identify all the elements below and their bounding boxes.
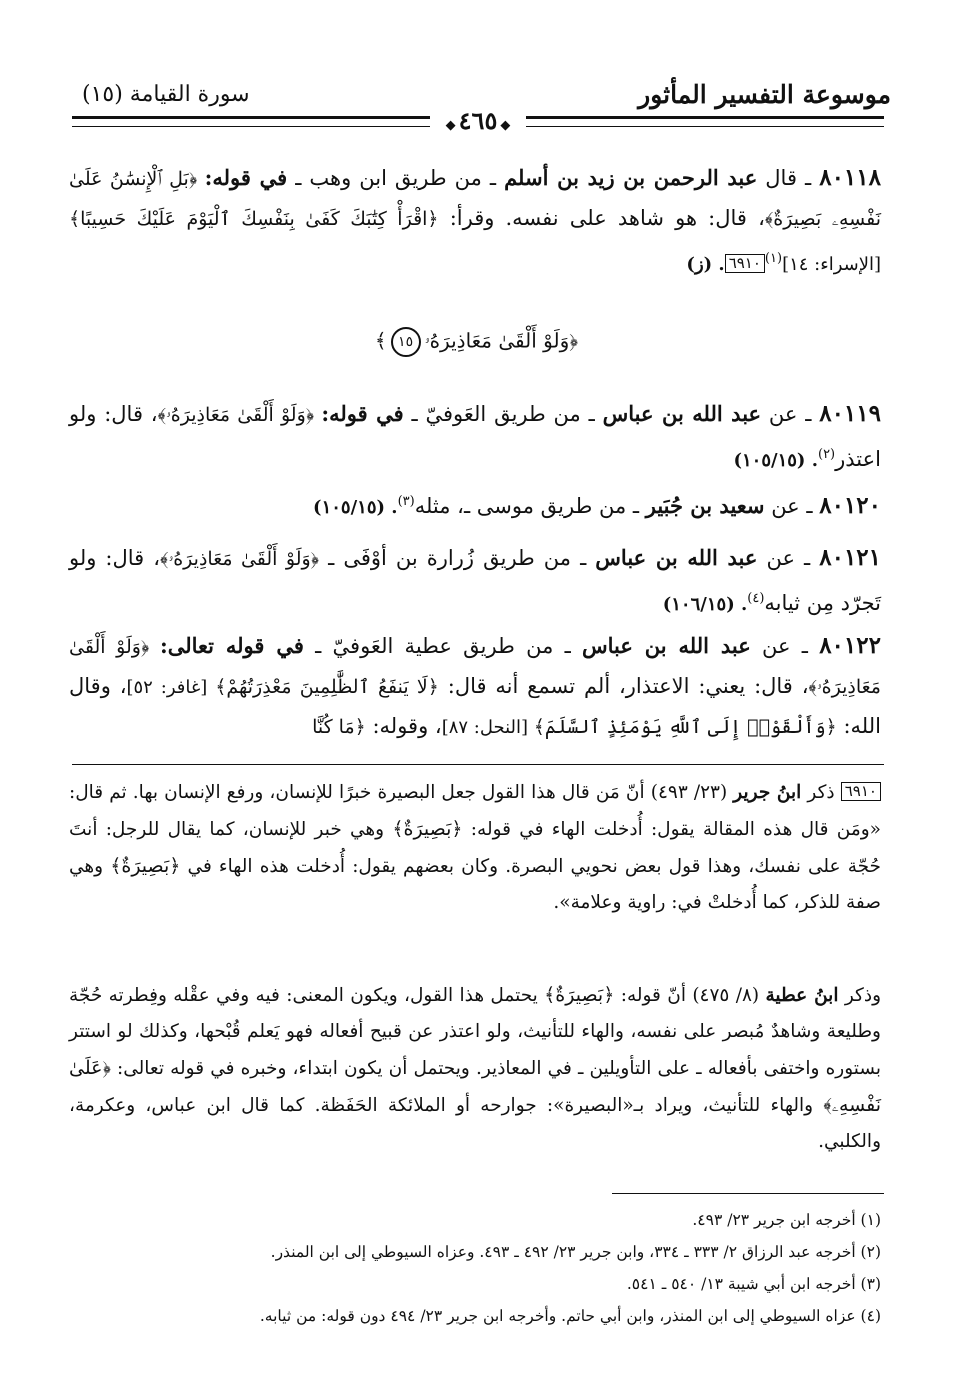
text: ـ من طريق ابن وهب ـ	[287, 166, 505, 190]
ornament-icon: ◆	[445, 118, 456, 133]
verse-reference: [غافر: ٥٢]	[126, 677, 216, 698]
narration-number: ٨٠١١٩	[819, 400, 881, 427]
text: ، قال: هو شاهد على نفسه. وقرأ:	[438, 206, 765, 230]
text: وهي صفة للذكر، كما أُدخلتْ في: راوية وعلامة».	[69, 856, 881, 913]
text: وذكر	[838, 985, 882, 1006]
text: ذكر	[801, 782, 841, 803]
narration-number: ٨٠١٢٢	[819, 632, 881, 659]
paragraph-80120	[69, 482, 881, 527]
text: ـ من طريق موسى ـ، مثله	[414, 494, 646, 518]
ayah-number-icon: ١٥	[391, 327, 421, 357]
page-number-box	[430, 106, 526, 136]
quran-verse: ﴿اقْرَأْ كِتَٰبَكَ كَفَىٰ بِنَفْسِكَ ٱلْيَوْمَ عَلَيْكَ حَسِيبًا﴾	[69, 208, 439, 230]
narrator-name: عبد الرحمن بن زيد بن أسلم	[504, 165, 758, 190]
footnote-3: (٣) أخرجه ابن أبي شيبة ١٣/ ٥٤٠ ـ ٥٤١.	[626, 1275, 881, 1293]
ayah-text: ﴿وَلَوْ أَلْقَىٰ مَعَاذِيرَهُۥ	[424, 328, 579, 353]
paragraph-80119	[69, 394, 881, 480]
quran-verse: ﴿بَصِيرَةٌ﴾	[544, 984, 615, 1006]
note-reference-box: ٦٩١٠	[725, 254, 765, 273]
text: والهاء للتأنيث، ويراد بـ«البصيرة»: جوارحه أو الملائكة الحَفَظة. كما قال ابن عباس، وعكرمة، والكلبي.	[69, 1095, 881, 1152]
ornament-icon: ◆	[500, 118, 511, 133]
quran-verse: ﴿وَلَوْ أَلْقَىٰ مَعَاذِيرَهُۥ﴾	[157, 404, 322, 426]
ayah-close: ﴾	[374, 328, 387, 353]
text: (٢٣/ ٤٩٣) أنّ مَن قال هذا القول جعل البصيرة خبرًا للإنسان، ورفع الإنسان بها. ثم قال: «ومَن قال هذه المقالة يقول: أُدخلت الهاء في قوله:	[69, 782, 881, 840]
text: ـ عن	[761, 402, 820, 426]
ayah-heading	[0, 327, 953, 357]
note-6910	[69, 775, 881, 921]
verse-reference: [النحل: ٨٧]	[441, 717, 534, 738]
surah-title: سورة القيامة (١٥)	[82, 82, 250, 107]
text: ـ من طريق العَوفيّ ـ	[403, 402, 603, 426]
book-title: موسوعة التفسير المأثور	[638, 80, 891, 109]
footnote-marker: (١)	[764, 251, 783, 266]
footnotes-separator	[612, 1193, 884, 1194]
narrator-name: عبد الله بن عباس	[595, 545, 758, 570]
note-ibn-atiyya	[69, 977, 881, 1160]
text: وهي خبر للإنسان، كما يقال للرجل: أنتَ حُجّة على نفسك، وهذا قول بعض نحويي البصرة. وكان بعضهم يقول: أُدخلت هذه الهاء في	[69, 819, 881, 877]
quran-verse: ﴿بَصِيرَةٌ﴾	[110, 855, 181, 877]
quran-verse: ﴿وَلَوْ أَلْقَىٰ مَعَاذِيرَهُۥ﴾	[69, 636, 881, 698]
quran-verse: ﴿وَأَلْقَوْا۟ إِلَى ٱللَّهِ يَوْمَئِذٍ ٱلسَّلَمَ﴾	[533, 716, 837, 738]
text: في قوله تعالى:	[159, 633, 304, 658]
quran-verse: ﴿وَلَوْ أَلْقَىٰ مَعَاذِيرَهُۥ﴾	[160, 548, 320, 570]
text: ، وقال الله:	[69, 674, 881, 738]
notes-separator	[72, 764, 884, 765]
narrator-name: عبد الله بن عباس	[602, 401, 762, 426]
text: ـ عن	[757, 546, 820, 570]
source-tag: . (١٠٦/١٥)	[662, 594, 748, 615]
narration-number: ٨٠١٢٠	[819, 492, 881, 519]
text: في قوله:	[321, 401, 404, 426]
text: ـ عن	[764, 494, 820, 518]
text: ، قال: ولو تَجرّد مِن ثيابه	[69, 546, 881, 615]
quran-verse: ﴿بَلِ ٱلْإِنسَٰنُ عَلَىٰ نَفْسِهِۦ بَصِيرَةٌ﴾	[69, 168, 881, 230]
quran-verse: ﴿بَصِيرَةٌ﴾	[392, 818, 463, 840]
paragraph-80118	[69, 158, 881, 284]
footnote-marker: (٣)	[397, 494, 415, 509]
paragraph-80122	[69, 626, 881, 747]
narrator-name: سعيد بن جُبَير	[645, 493, 765, 518]
text: يحتمل هذا القول، ويكون المعنى: فيه وفي عقْله وفِطرته حُجّة وطليعة وشاهدٌ مُبصر على نفسه، والهاء للتأنيث، ولو اعتذر عن قبيح أفعاله فهو يَعلم قُبْحها، وكذلك لو استتر بستوره واختفى بأفعاله ـ على التأويلين ـ في المعاذير. ويحتمل أن يكون ابتداء، وخبره في قوله تعالى:	[69, 985, 881, 1079]
quran-verse: ﴿مَا كُنَّا	[312, 716, 366, 738]
text: في قوله:	[204, 165, 288, 190]
source-tag: . (١٠٥/١٥)	[733, 450, 818, 471]
footnote-marker: (٢)	[817, 447, 836, 462]
paragraph-80121	[69, 538, 881, 624]
text: (٨/ ٤٧٥) أنّ قوله:	[614, 985, 766, 1006]
footnote-1: (١) أخرجه ابن جرير ٢٣/ ٤٩٣.	[692, 1211, 881, 1229]
text: ـ قال	[757, 166, 820, 190]
quran-verse: ﴿لَا يَنفَعُ ٱلظَّٰلِمِينَ مَعْذِرَتُهُمْ﴾	[215, 676, 439, 698]
page-number: ٤٦٥	[458, 106, 498, 135]
footnote-marker: (٤)	[747, 591, 765, 606]
verse-reference: [الإسراء: ١٤]	[782, 254, 881, 275]
text: ـ من طريق زُرارة بن أوْفَى ـ	[319, 546, 596, 570]
text: ـ من طريق عطية العَوفيّ ـ	[303, 634, 582, 658]
narration-number: ٨٠١٢١	[819, 544, 882, 571]
footnote-2: (٢) أخرجه عبد الرزاق ٢/ ٣٣٣ ـ ٣٣٤، وابن جرير ٢٣/ ٤٩٢ ـ ٤٩٣. وعزاه السيوطي إلى ابن المنذر.	[270, 1243, 881, 1261]
text: ، قال: ولو اعتذر	[69, 402, 881, 471]
text: ـ عن	[750, 634, 820, 658]
source-tag: . (١٠٥/١٥)	[313, 497, 398, 518]
source-tag: . (ز)	[686, 254, 725, 275]
note-reference-box: ٦٩١٠	[841, 782, 881, 801]
scholar-name: ابنُ جرير	[733, 782, 802, 803]
text: ، قال: يعني: الاعتذار، ألم تسمع أنه قال:	[438, 674, 809, 698]
narration-number: ٨٠١١٨	[819, 164, 881, 191]
scholar-name: ابنُ عطية	[765, 985, 839, 1006]
text: ، وقوله:	[365, 714, 442, 738]
narrator-name: عبد الله بن عباس	[582, 633, 751, 658]
footnote-4: (٤) عزاه السيوطي إلى ابن المنذر، وابن أبي حاتم. وأخرجه ابن جرير ٢٣/ ٤٩٤ دون قوله: من ثيابه.	[259, 1307, 881, 1325]
quran-verse: ﴿عَلَىٰ نَفْسِهِۦ﴾	[69, 1057, 881, 1116]
